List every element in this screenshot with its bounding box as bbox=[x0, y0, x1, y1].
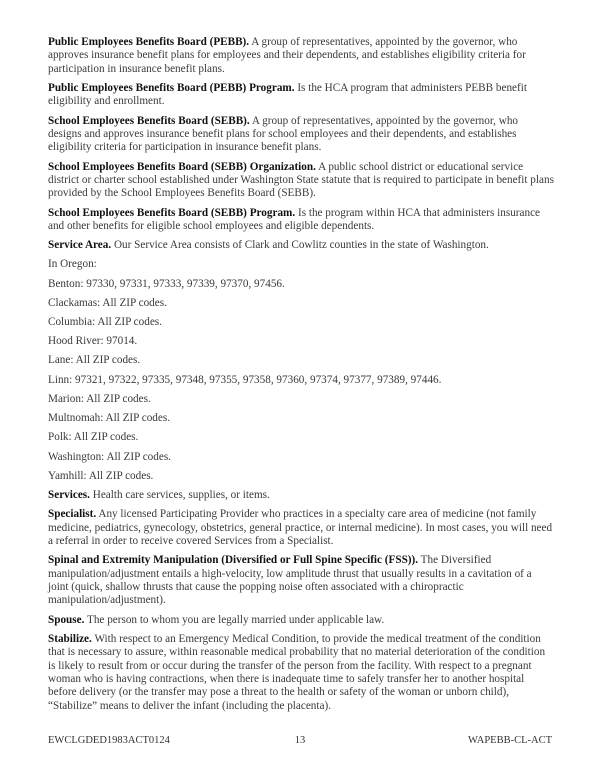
definition-paragraph bbox=[48, 207, 554, 234]
document-code: EWCLGDED1983ACT0124 bbox=[48, 735, 170, 746]
county-zip-entry: Washington: All ZIP codes. bbox=[48, 450, 171, 463]
definition-term: Public Employees Benefits Board (PEBB) Program. bbox=[48, 82, 295, 95]
definition-term: Specialist. bbox=[48, 508, 97, 521]
county-zip-entry: Marion: All ZIP codes. bbox=[48, 392, 151, 405]
definition-body: A group of representatives, appointed by the governor, who designs and approves insurance benefit plans for school employees and their dependents, and establishes eligibility criteria for participation in insurance benefit plans. bbox=[48, 114, 519, 154]
page-footer bbox=[48, 735, 552, 746]
definition-paragraph bbox=[48, 161, 554, 201]
definition-term: Services. bbox=[48, 488, 90, 501]
oregon-heading: In Oregon: bbox=[48, 258, 97, 271]
definition-body: Our Service Area consists of Clark and Cowlitz counties in the state of Washington. bbox=[113, 239, 489, 252]
oregon-counties-list bbox=[48, 278, 554, 483]
definition-term: Public Employees Benefits Board (PEBB). bbox=[48, 36, 250, 48]
definition-paragraph bbox=[48, 239, 554, 252]
definition-body: The person to whom you are legally married under applicable law. bbox=[87, 613, 385, 626]
definition-body: A public school district or educational service district or charter school established under Washington State statute that is required to participate in benefit plans provided by the School Employees Benefits Board (SEBB). bbox=[48, 160, 554, 200]
county-zip-entry: Linn: 97321, 97322, 97335, 97348, 97355, 97358, 97360, 97374, 97377, 97389, 97446. bbox=[48, 373, 442, 386]
definition-term: School Employees Benefits Board (SEBB). bbox=[48, 114, 250, 127]
definition-term: School Employees Benefits Board (SEBB) Program. bbox=[48, 206, 296, 219]
definitions-list-2 bbox=[48, 489, 554, 713]
county-zip-entry: Yamhill: All ZIP codes. bbox=[48, 469, 154, 482]
county-zip-entry: Multnomah: All ZIP codes. bbox=[48, 412, 171, 425]
definition-body: Is the program within HCA that administers insurance and other benefits for eligible school employees and eligible dependents. bbox=[48, 206, 541, 233]
definition-body: The Diversified manipulation/adjustment entails a high-velocity, low amplitude thrust that usually results in a cavitation of a joint (quick, shallow thrusts that cause the popping noise often associated with a chiropractic manipulation/adjustment). bbox=[48, 554, 532, 607]
definition-paragraph bbox=[48, 554, 554, 608]
county-zip-entry: Polk: All ZIP codes. bbox=[48, 431, 139, 444]
definitions-list bbox=[48, 36, 554, 253]
definition-body: A group of representatives, appointed by the governor, who approves insurance benefit plans for employees and their dependents, and establishes eligibility criteria for participation in insurance benefit plans. bbox=[48, 36, 526, 75]
definition-term: School Employees Benefits Board (SEBB) Organization. bbox=[48, 160, 316, 173]
county-zip-entry: Hood River: 97014. bbox=[48, 335, 138, 348]
definition-paragraph bbox=[48, 489, 554, 502]
definition-term: Service Area. bbox=[48, 239, 112, 252]
county-zip-entry: Benton: 97330, 97331, 97333, 97339, 97370, 97456. bbox=[48, 277, 285, 290]
definition-body: Any licensed Participating Provider who practices in a specialty care area of medicine (not family medicine, pediatrics, gynecology, obstetrics, general practice, or internal medicine). In most cases, you will need a referral in order to receive covered Services from a Specialist. bbox=[48, 508, 553, 547]
definition-term: Spinal and Extremity Manipulation (Diversified or Full Spine Specific (FSS)). bbox=[48, 554, 419, 567]
page-number: 13 bbox=[294, 735, 306, 746]
definition-term: Spouse. bbox=[48, 613, 85, 626]
definition-term: Stabilize. bbox=[48, 632, 92, 645]
county-zip-entry: Lane: All ZIP codes. bbox=[48, 354, 141, 367]
county-zip-entry: Columbia: All ZIP codes. bbox=[48, 316, 162, 329]
definition-body: Health care services, supplies, or items. bbox=[92, 488, 270, 501]
document-body bbox=[48, 36, 554, 719]
county-zip-entry: Clackamas: All ZIP codes. bbox=[48, 296, 167, 309]
definition-paragraph bbox=[48, 36, 554, 76]
definition-paragraph bbox=[48, 633, 554, 713]
definition-paragraph bbox=[48, 115, 554, 155]
definition-body: Is the HCA program that administers PEBB benefit eligibility and enrollment. bbox=[48, 82, 527, 108]
definition-body: With respect to an Emergency Medical Condition, to provide the medical treatment of the condition that is necessary to assure, within reasonable medical probability that no material deterioration of the condition is likely to result from or occur during the transfer of the person from the facility. With respect to a pregnant woman who is having contractions, when there is inadequate time to safely transfer her to another hospital before delivery (or the transfer may pose a threat to the health or safety of the woman or unborn child), “Stabilize” means to deliver the infant (including the placenta). bbox=[48, 632, 546, 712]
definition-paragraph bbox=[48, 508, 554, 548]
plan-code: WAPEBB-CL-ACT bbox=[468, 735, 552, 746]
definition-paragraph bbox=[48, 614, 554, 627]
definition-paragraph bbox=[48, 82, 554, 109]
